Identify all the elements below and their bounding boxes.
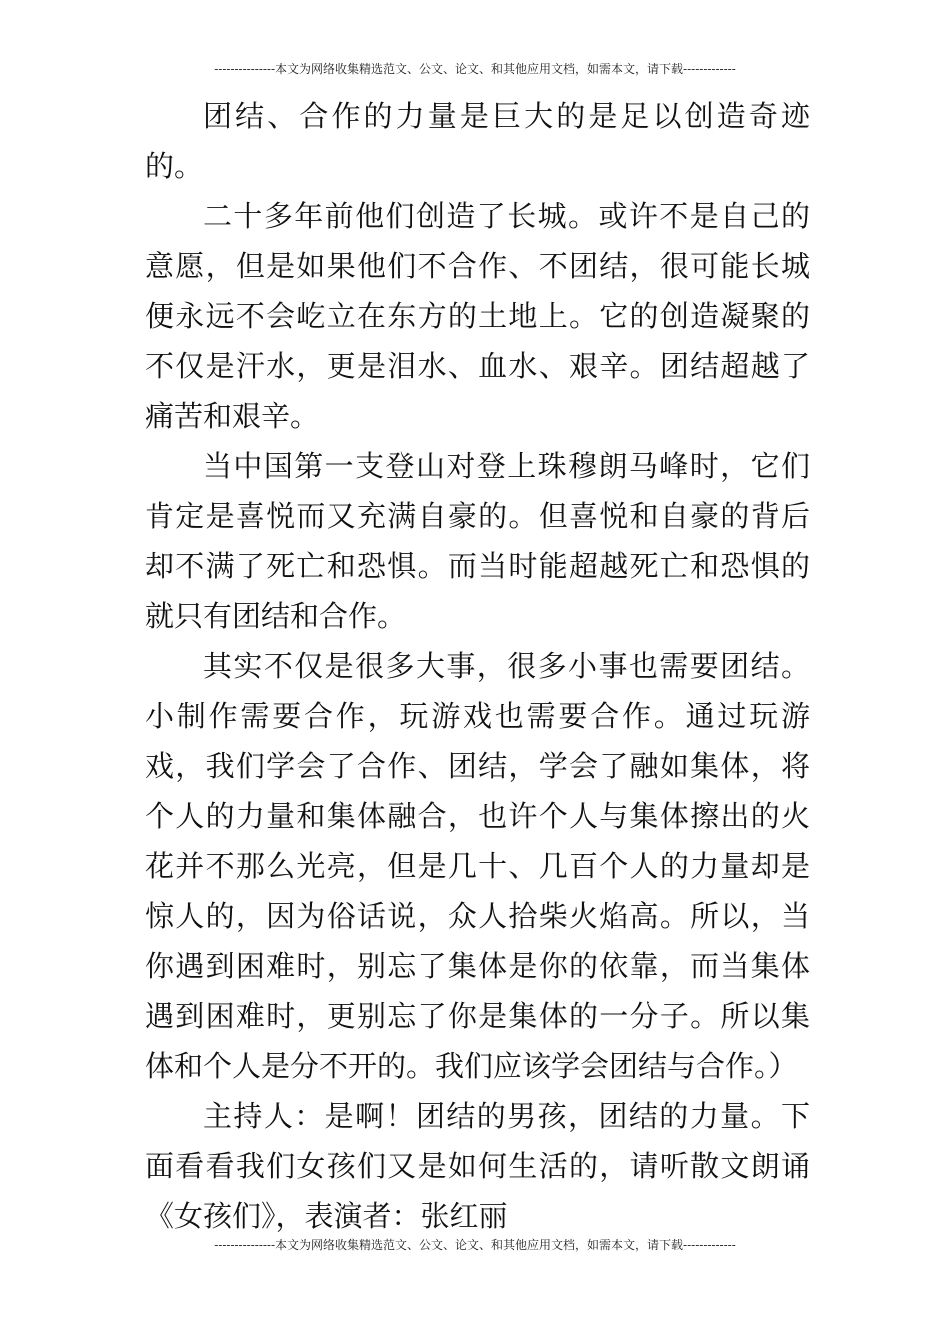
page-header: ---------------本文为网络收集精选范文、公文、论文、和其他应用文档，如需本文，请下载------------- — [214, 62, 736, 76]
paragraph-5: 主持人：是啊！团结的男孩，团结的力量。下面看看我们女孩们又是如何生活的，请听散文朗诵《女孩们》，表演者：张红丽 — [145, 1099, 810, 1233]
paragraph-3: 当中国第一支登山对登上珠穆朗马峰时，它们肯定是喜悦而又充满自豪的。但喜悦和自豪的背后却不满了死亡和恐惧。而当时能超越死亡和恐惧的就只有团结和合作。 — [145, 449, 810, 633]
page-footer: ---------------本文为网络收集精选范文、公文、论文、和其他应用文档，如需本文，请下载------------- — [214, 1238, 736, 1252]
paragraph-2: 二十多年前他们创造了长城。或许不是自己的意愿，但是如果他们不合作、不团结，很可能长城便永远不会屹立在东方的土地上。它的创造凝聚的不仅是汗水，更是泪水、血水、艰辛。团结超越了痛苦和艰辛。 — [145, 199, 810, 433]
document-body — [145, 91, 810, 1241]
paragraph-1: 团结、合作的力量是巨大的是足以创造奇迹的。 — [145, 99, 810, 183]
paragraph-4: 其实不仅是很多大事，很多小事也需要团结。小制作需要合作，玩游戏也需要合作。通过玩游戏，我们学会了合作、团结，学会了融如集体，将个人的力量和集体融合，也许个人与集体擦出的火花并不那么光亮，但是几十、几百个人的力量却是惊人的，因为俗话说，众人拾柴火焰高。所以，当你遇到困难时，别忘了集体是你的依靠，而当集体遇到困难时，更别忘了你是集体的一分子。所以集体和个人是分不开的。我们应该学会团结与合作。） — [145, 649, 810, 1083]
